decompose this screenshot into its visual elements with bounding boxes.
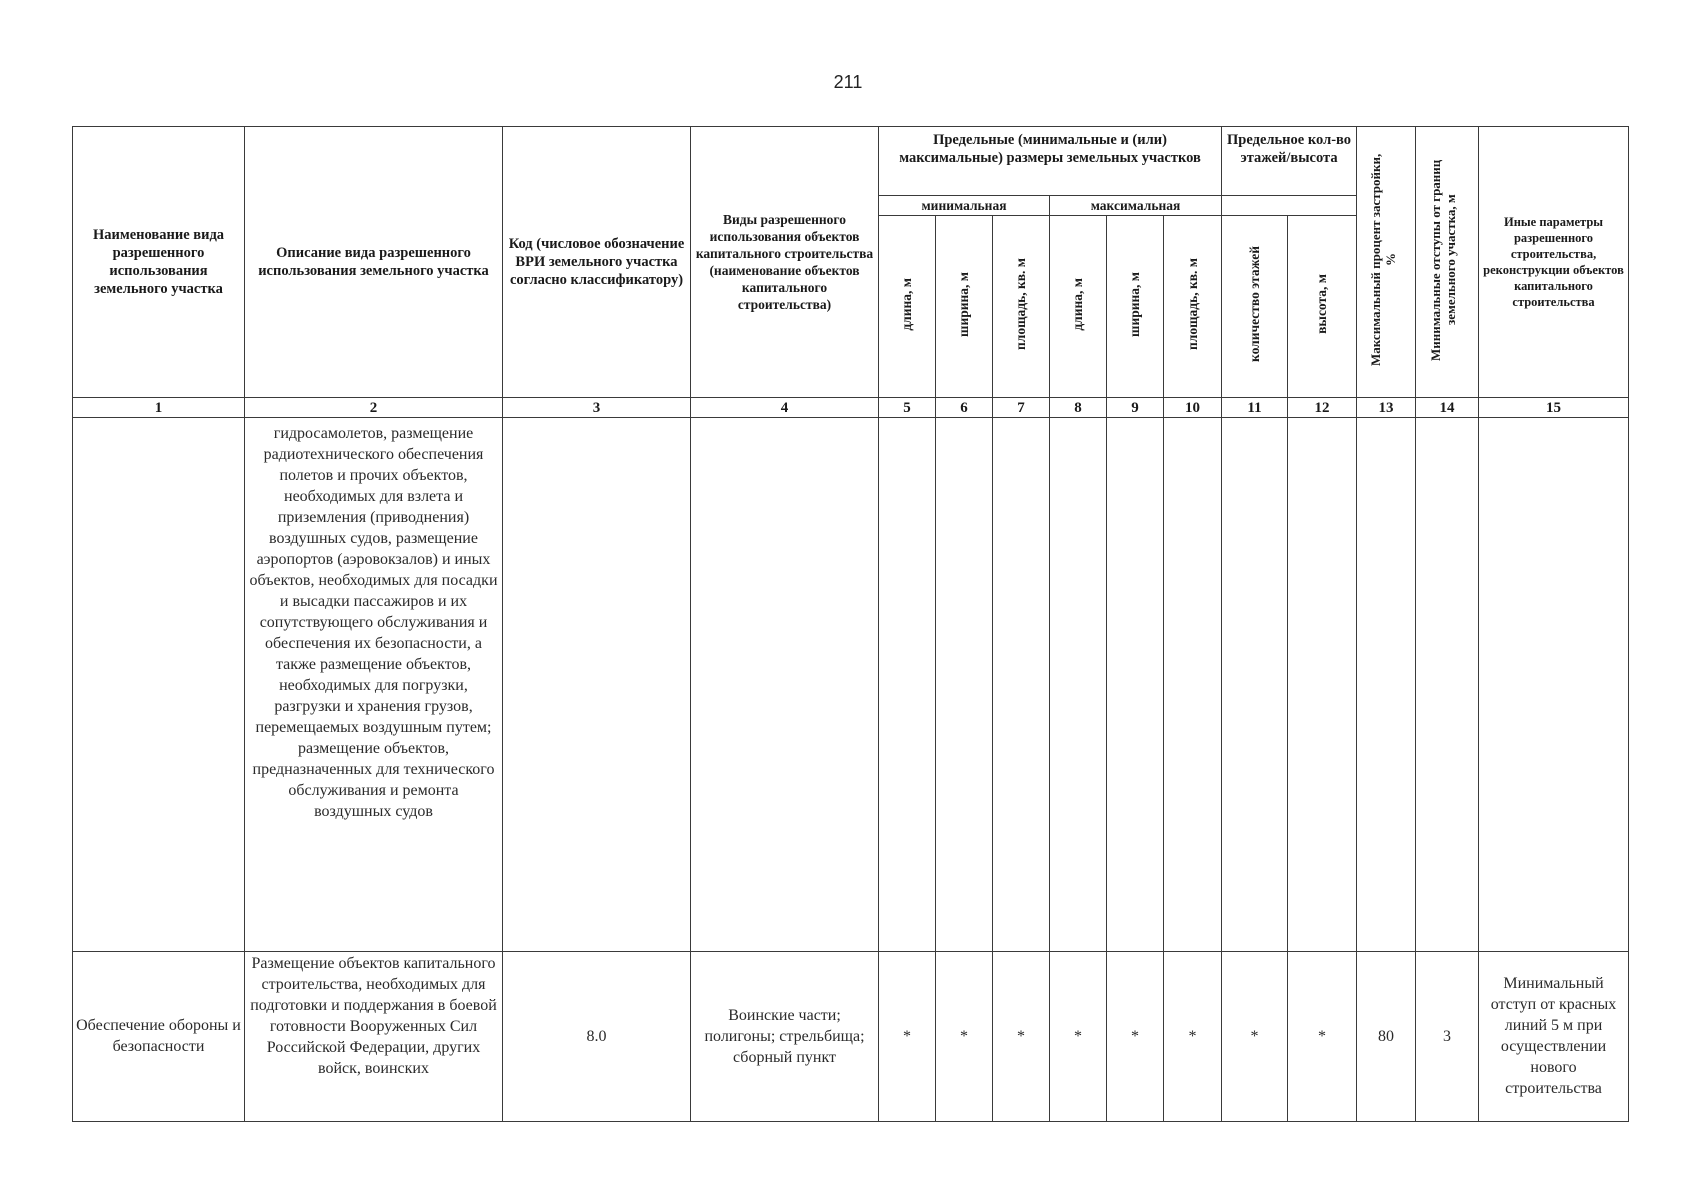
column-number: 8: [1050, 398, 1107, 418]
column-number: 10: [1164, 398, 1222, 418]
header-col13: Максимальный процент застройки, %: [1357, 127, 1416, 398]
header-min-width: ширина, м: [936, 216, 993, 398]
row-value: [1107, 418, 1164, 951]
row-value: *: [879, 951, 936, 1121]
row-value: [1164, 418, 1222, 951]
row-value: 3: [1416, 951, 1479, 1121]
row-value: [879, 418, 936, 951]
column-number: 1: [73, 398, 245, 418]
row-code: [503, 418, 691, 951]
column-number: 13: [1357, 398, 1416, 418]
row-value: *: [1164, 951, 1222, 1121]
row-value: [1357, 418, 1416, 951]
row-description: гидросамолетов, размещение радиотехнического обеспечения полетов и прочих объектов, необходимых для взлета и приземления (приводнения) воздушных судов, размещение аэропортов (аэровокзалов) и иных объектов, необходимых для посадки и высадки пассажиров и их сопутствующего обслуживания и обеспечения их безопасности, а также размещение объектов, необходимых для погрузки, разгрузки и хранения грузов, перемещаемых воздушным путем; размещение объектов, предназначенных для технического обслуживания и ремонта воздушных судов: [245, 418, 503, 951]
row-value: *: [993, 951, 1050, 1121]
column-number: 6: [936, 398, 993, 418]
header-col2: Описание вида разрешенного использования земельного участка: [245, 127, 503, 398]
column-number: 3: [503, 398, 691, 418]
row-name: Обеспечение обороны и безопасности: [73, 951, 245, 1121]
row-value: *: [1222, 951, 1288, 1121]
column-number: 5: [879, 398, 936, 418]
table-row: [73, 418, 1629, 951]
page-number: 211: [833, 72, 863, 92]
header-max-width: ширина, м: [1107, 216, 1164, 398]
row-value: [1416, 418, 1479, 951]
row-value: *: [1288, 951, 1357, 1121]
header-col14: Минимальные отступы от границ земельного участка, м: [1416, 127, 1479, 398]
row-description: Размещение объектов капитального строительства, необходимых для подготовки и поддержания в боевой готовности Вооруженных Сил Российской Федерации, других войск, воинских: [245, 951, 503, 1121]
header-col1: Наименование вида разрешенного использования земельного участка: [73, 127, 245, 398]
row-oks: [691, 418, 879, 951]
table-row: [73, 951, 1629, 1121]
row-value: *: [1050, 951, 1107, 1121]
row-value: [936, 418, 993, 951]
row-oks: Воинские части; полигоны; стрельбища; сборный пункт: [691, 951, 879, 1121]
header-group-max: максимальная: [1050, 195, 1222, 215]
column-number: 4: [691, 398, 879, 418]
header-max-area: площадь, кв. м: [1164, 216, 1222, 398]
row-value: [1222, 418, 1288, 951]
column-number: 7: [993, 398, 1050, 418]
header-floors-count: количество этажей: [1222, 216, 1288, 398]
row-value: [1479, 418, 1629, 951]
header-min-length: длина, м: [879, 216, 936, 398]
header-col4: Виды разрешенного использования объектов капитального строительства (наименование объектов капитального строительства): [691, 127, 879, 398]
header-height: высота, м: [1288, 216, 1357, 398]
column-number-row: [73, 398, 1629, 418]
row-value: Минимальный отступ от красных линий 5 м при осуществлении нового строительства: [1479, 951, 1629, 1121]
column-number: 14: [1416, 398, 1479, 418]
column-number: 12: [1288, 398, 1357, 418]
column-number: 2: [245, 398, 503, 418]
header-group-sizes: Предельные (минимальные и (или) максимальные) размеры земельных участков: [879, 127, 1222, 196]
header-min-area: площадь, кв. м: [993, 216, 1050, 398]
column-number: 11: [1222, 398, 1288, 418]
row-value: [1288, 418, 1357, 951]
land-use-regulations-table: [72, 126, 1629, 1122]
row-value: [1050, 418, 1107, 951]
header-group-floors: Предельное кол-во этажей/высота: [1222, 127, 1357, 196]
row-name: [73, 418, 245, 951]
column-number: 15: [1479, 398, 1629, 418]
row-value: [993, 418, 1050, 951]
header-max-length: длина, м: [1050, 216, 1107, 398]
header-group-min: минимальная: [879, 195, 1050, 215]
row-code: 8.0: [503, 951, 691, 1121]
row-value: *: [1107, 951, 1164, 1121]
row-value: 80: [1357, 951, 1416, 1121]
row-value: *: [936, 951, 993, 1121]
header-col15: Иные параметры разрешенного строительства, реконструкции объектов капитального строительства: [1479, 127, 1629, 398]
column-number: 9: [1107, 398, 1164, 418]
header-col3: Код (числовое обозначение ВРИ земельного участка согласно классификатору): [503, 127, 691, 398]
